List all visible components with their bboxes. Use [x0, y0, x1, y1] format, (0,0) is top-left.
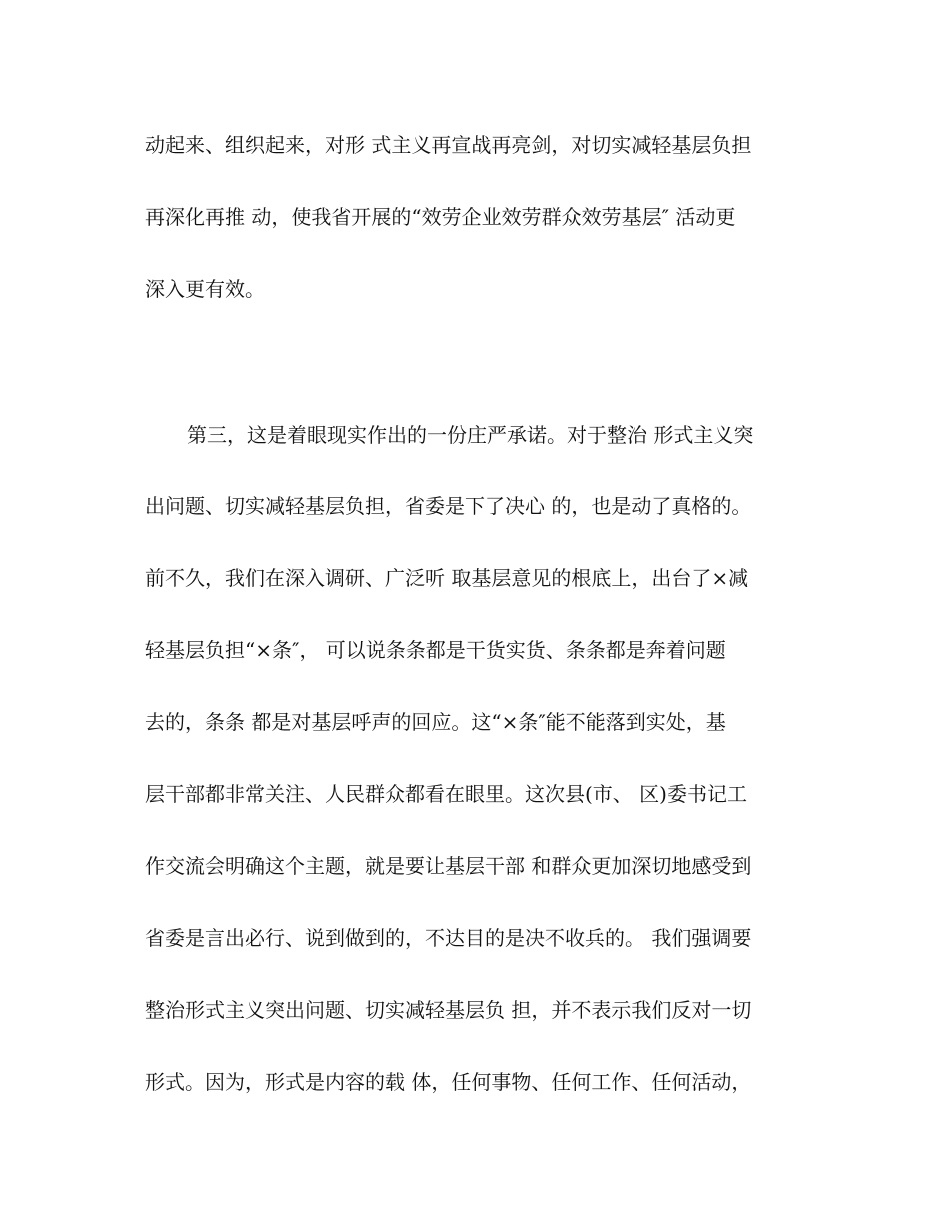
paragraph-1-line-3: 深入更有效。	[145, 277, 265, 301]
paragraph-2-line-9: 整治形式主义突出问题、切实减轻基层负 担，并不表示我们反对一切	[145, 998, 752, 1022]
paragraph-2-line-2: 出问题、切实减轻基层负担，省委是下了决心 的，也是动了真格的。	[145, 494, 752, 518]
paragraph-2-line-4: 轻基层负担“×条″， 可以说条条都是干货实货、条条都是奔着问题	[145, 638, 726, 662]
paragraph-2-line-3: 前不久，我们在深入调研、广泛听 取基层意见的根底上，出台了×减	[145, 566, 749, 590]
paragraph-1-line-1: 动起来、组织起来，对形 式主义再宣战再亮剑，对切实减轻基层负担	[145, 133, 752, 157]
paragraph-2-line-7: 作交流会明确这个主题，就是要让基层干部 和群众更加深切地感受到	[145, 854, 752, 878]
paragraph-2-line-10: 形式。因为，形式是内容的载 体，任何事物、任何工作、任何活动，	[145, 1070, 752, 1094]
paragraph-2-line-5: 去的，条条 都是对基层呼声的回应。这“×条″能不能落到实处，基	[145, 710, 726, 734]
paragraph-2-line-8: 省委是言出必行、说到做到的，不达目的是决不收兵的。 我们强调要	[145, 926, 752, 950]
paragraph-2-line-1: 第三，这是着眼现实作出的一份庄严承诺。对于整治 形式主义突	[187, 423, 754, 447]
paragraph-2-line-6: 层干部都非常关注、人民群众都看在眼里。这次县(市、 区)委书记工	[145, 782, 747, 806]
paragraph-1-line-2: 再深化再推 动，使我省开展的“效劳企业效劳群众效劳基层″ 活动更	[145, 205, 736, 229]
